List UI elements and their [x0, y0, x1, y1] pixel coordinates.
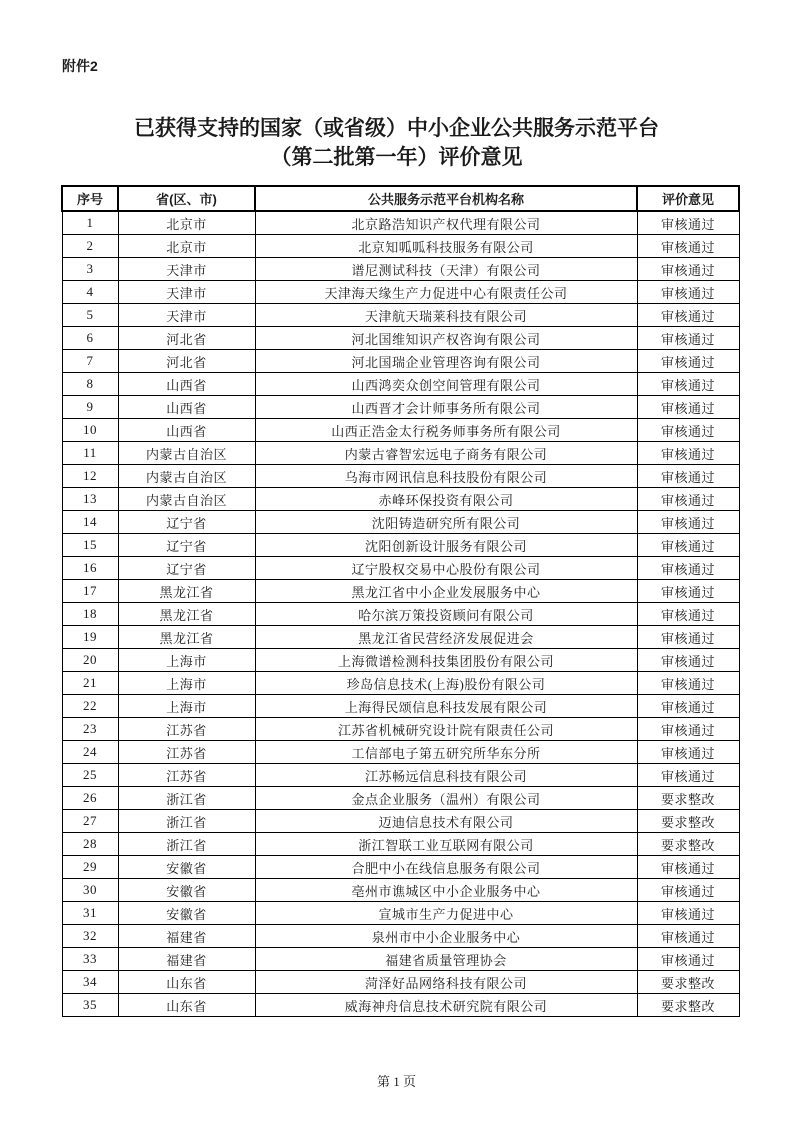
- cell-seq-number: 26: [62, 787, 118, 810]
- cell-province: 安徽省: [118, 856, 255, 879]
- table-row: [62, 350, 739, 373]
- cell-seq-number: 24: [62, 741, 118, 764]
- cell-evaluation: 审核通过: [637, 396, 739, 419]
- cell-org-name: 内蒙古睿智宏远电子商务有限公司: [255, 442, 637, 465]
- table-row: [62, 810, 739, 833]
- cell-evaluation: 审核通过: [637, 211, 739, 235]
- evaluation-table: [61, 185, 740, 1017]
- cell-evaluation: 审核通过: [637, 580, 739, 603]
- table-row: [62, 534, 739, 557]
- cell-org-name: 赤峰环保投资有限公司: [255, 488, 637, 511]
- table-row: [62, 258, 739, 281]
- cell-province: 黑龙江省: [118, 580, 255, 603]
- cell-seq-number: 25: [62, 764, 118, 787]
- cell-org-name: 山西鸿奕众创空间管理有限公司: [255, 373, 637, 396]
- cell-org-name: 黑龙江省中小企业发展服务中心: [255, 580, 637, 603]
- cell-seq-number: 32: [62, 925, 118, 948]
- cell-seq-number: 22: [62, 695, 118, 718]
- cell-seq-number: 13: [62, 488, 118, 511]
- cell-seq-number: 4: [62, 281, 118, 304]
- cell-province: 浙江省: [118, 810, 255, 833]
- cell-evaluation: 审核通过: [637, 764, 739, 787]
- cell-seq-number: 8: [62, 373, 118, 396]
- cell-evaluation: 审核通过: [637, 856, 739, 879]
- cell-province: 河北省: [118, 350, 255, 373]
- cell-org-name: 上海微谱检测科技集团股份有限公司: [255, 649, 637, 672]
- table-row: [62, 304, 739, 327]
- cell-province: 山西省: [118, 419, 255, 442]
- cell-evaluation: 审核通过: [637, 488, 739, 511]
- cell-evaluation: 审核通过: [637, 373, 739, 396]
- cell-org-name: 上海得民颂信息科技发展有限公司: [255, 695, 637, 718]
- table-row: [62, 833, 739, 856]
- table-row: [62, 902, 739, 925]
- header-province: 省(区、市): [118, 186, 255, 211]
- header-org-name: 公共服务示范平台机构名称: [255, 186, 637, 211]
- cell-seq-number: 9: [62, 396, 118, 419]
- table-row: [62, 649, 739, 672]
- table-row: [62, 488, 739, 511]
- cell-org-name: 威海神舟信息技术研究院有限公司: [255, 994, 637, 1017]
- table-row: [62, 718, 739, 741]
- cell-evaluation: 审核通过: [637, 557, 739, 580]
- cell-seq-number: 15: [62, 534, 118, 557]
- cell-province: 内蒙古自治区: [118, 442, 255, 465]
- cell-org-name: 金点企业服务（温州）有限公司: [255, 787, 637, 810]
- table-row: [62, 764, 739, 787]
- table-row: [62, 879, 739, 902]
- cell-evaluation: 审核通过: [637, 304, 739, 327]
- cell-org-name: 天津航天瑞莱科技有限公司: [255, 304, 637, 327]
- cell-province: 山西省: [118, 373, 255, 396]
- cell-evaluation: 审核通过: [637, 419, 739, 442]
- cell-seq-number: 11: [62, 442, 118, 465]
- table-row: [62, 741, 739, 764]
- cell-evaluation: 审核通过: [637, 672, 739, 695]
- cell-org-name: 天津海天缘生产力促进中心有限责任公司: [255, 281, 637, 304]
- cell-org-name: 北京知呱呱科技服务有限公司: [255, 235, 637, 258]
- cell-province: 安徽省: [118, 902, 255, 925]
- cell-seq-number: 27: [62, 810, 118, 833]
- cell-seq-number: 33: [62, 948, 118, 971]
- cell-evaluation: 审核通过: [637, 741, 739, 764]
- cell-seq-number: 18: [62, 603, 118, 626]
- cell-evaluation: 要求整改: [637, 994, 739, 1017]
- cell-evaluation: 审核通过: [637, 534, 739, 557]
- cell-seq-number: 10: [62, 419, 118, 442]
- table-row: [62, 281, 739, 304]
- cell-org-name: 江苏省机械研究设计院有限责任公司: [255, 718, 637, 741]
- cell-province: 浙江省: [118, 787, 255, 810]
- header-evaluation: 评价意见: [637, 186, 739, 211]
- cell-province: 天津市: [118, 304, 255, 327]
- cell-org-name: 黑龙江省民营经济发展促进会: [255, 626, 637, 649]
- cell-org-name: 河北国维知识产权咨询有限公司: [255, 327, 637, 350]
- cell-province: 山东省: [118, 971, 255, 994]
- table-row: [62, 511, 739, 534]
- cell-org-name: 菏泽好品网络科技有限公司: [255, 971, 637, 994]
- cell-evaluation: 审核通过: [637, 350, 739, 373]
- title-line-1: 已获得支持的国家（或省级）中小企业公共服务示范平台: [134, 117, 659, 140]
- table-row: [62, 994, 739, 1017]
- cell-seq-number: 31: [62, 902, 118, 925]
- cell-seq-number: 21: [62, 672, 118, 695]
- cell-evaluation: 审核通过: [637, 442, 739, 465]
- table-row: [62, 396, 739, 419]
- cell-province: 江苏省: [118, 718, 255, 741]
- cell-seq-number: 20: [62, 649, 118, 672]
- cell-province: 浙江省: [118, 833, 255, 856]
- cell-seq-number: 29: [62, 856, 118, 879]
- attachment-label: 附件2: [62, 58, 98, 74]
- cell-org-name: 工信部电子第五研究所华东分所: [255, 741, 637, 764]
- cell-province: 江苏省: [118, 764, 255, 787]
- cell-province: 上海市: [118, 649, 255, 672]
- cell-evaluation: 审核通过: [637, 511, 739, 534]
- table-row: [62, 580, 739, 603]
- cell-evaluation: 要求整改: [637, 787, 739, 810]
- table-row: [62, 603, 739, 626]
- title-line-2: （第二批第一年）评价意见: [270, 146, 523, 169]
- table-row: [62, 211, 739, 235]
- cell-org-name: 谱尼测试科技（天津）有限公司: [255, 258, 637, 281]
- cell-evaluation: 要求整改: [637, 810, 739, 833]
- cell-org-name: 河北国瑞企业管理咨询有限公司: [255, 350, 637, 373]
- table-row: [62, 419, 739, 442]
- cell-org-name: 福建省质量管理协会: [255, 948, 637, 971]
- cell-evaluation: 审核通过: [637, 465, 739, 488]
- cell-org-name: 乌海市网讯信息科技股份有限公司: [255, 465, 637, 488]
- table-row: [62, 856, 739, 879]
- cell-org-name: 亳州市谯城区中小企业服务中心: [255, 879, 637, 902]
- cell-evaluation: 审核通过: [637, 879, 739, 902]
- cell-evaluation: 审核通过: [637, 327, 739, 350]
- cell-province: 上海市: [118, 695, 255, 718]
- cell-seq-number: 19: [62, 626, 118, 649]
- cell-seq-number: 2: [62, 235, 118, 258]
- cell-seq-number: 3: [62, 258, 118, 281]
- cell-evaluation: 审核通过: [637, 649, 739, 672]
- cell-evaluation: 审核通过: [637, 258, 739, 281]
- table-row: [62, 557, 739, 580]
- cell-province: 辽宁省: [118, 534, 255, 557]
- cell-province: 内蒙古自治区: [118, 465, 255, 488]
- table-row: [62, 971, 739, 994]
- table-body: [62, 211, 739, 1017]
- cell-org-name: 山西正浩金太行税务师事务所有限公司: [255, 419, 637, 442]
- cell-province: 安徽省: [118, 879, 255, 902]
- table-row: [62, 465, 739, 488]
- cell-org-name: 迈迪信息技术有限公司: [255, 810, 637, 833]
- table-row: [62, 327, 739, 350]
- cell-evaluation: 审核通过: [637, 902, 739, 925]
- table-row: [62, 235, 739, 258]
- cell-province: 上海市: [118, 672, 255, 695]
- cell-seq-number: 6: [62, 327, 118, 350]
- cell-evaluation: 审核通过: [637, 603, 739, 626]
- cell-province: 江苏省: [118, 741, 255, 764]
- cell-province: 山东省: [118, 994, 255, 1017]
- cell-seq-number: 14: [62, 511, 118, 534]
- cell-evaluation: 审核通过: [637, 626, 739, 649]
- cell-province: 北京市: [118, 235, 255, 258]
- cell-org-name: 江苏畅远信息科技有限公司: [255, 764, 637, 787]
- table-row: [62, 948, 739, 971]
- table-row: [62, 672, 739, 695]
- cell-seq-number: 16: [62, 557, 118, 580]
- cell-org-name: 辽宁股权交易中心股份有限公司: [255, 557, 637, 580]
- cell-evaluation: 审核通过: [637, 235, 739, 258]
- cell-seq-number: 12: [62, 465, 118, 488]
- cell-seq-number: 5: [62, 304, 118, 327]
- cell-seq-number: 35: [62, 994, 118, 1017]
- cell-evaluation: 审核通过: [637, 695, 739, 718]
- table-row: [62, 373, 739, 396]
- cell-seq-number: 30: [62, 879, 118, 902]
- cell-province: 天津市: [118, 281, 255, 304]
- cell-evaluation: 要求整改: [637, 833, 739, 856]
- cell-org-name: 合肥中小在线信息服务有限公司: [255, 856, 637, 879]
- cell-province: 天津市: [118, 258, 255, 281]
- table-row: [62, 925, 739, 948]
- cell-province: 黑龙江省: [118, 626, 255, 649]
- cell-seq-number: 17: [62, 580, 118, 603]
- cell-org-name: 泉州市中小企业服务中心: [255, 925, 637, 948]
- table-row: [62, 695, 739, 718]
- cell-org-name: 沈阳创新设计服务有限公司: [255, 534, 637, 557]
- table-row: [62, 442, 739, 465]
- cell-seq-number: 28: [62, 833, 118, 856]
- cell-org-name: 山西晋才会计师事务所有限公司: [255, 396, 637, 419]
- cell-province: 辽宁省: [118, 557, 255, 580]
- cell-province: 辽宁省: [118, 511, 255, 534]
- cell-province: 内蒙古自治区: [118, 488, 255, 511]
- document-title: [0, 114, 793, 172]
- cell-org-name: 珍岛信息技术(上海)股份有限公司: [255, 672, 637, 695]
- table-header-row: [62, 186, 739, 211]
- cell-seq-number: 34: [62, 971, 118, 994]
- cell-province: 黑龙江省: [118, 603, 255, 626]
- cell-province: 福建省: [118, 948, 255, 971]
- cell-evaluation: 审核通过: [637, 948, 739, 971]
- cell-seq-number: 23: [62, 718, 118, 741]
- header-seq-number: 序号: [62, 186, 118, 211]
- cell-province: 福建省: [118, 925, 255, 948]
- cell-org-name: 哈尔滨万策投资顾问有限公司: [255, 603, 637, 626]
- page-number: 第 1 页: [376, 1074, 416, 1089]
- cell-evaluation: 审核通过: [637, 281, 739, 304]
- cell-org-name: 浙江智联工业互联网有限公司: [255, 833, 637, 856]
- cell-evaluation: 审核通过: [637, 718, 739, 741]
- table-row: [62, 626, 739, 649]
- cell-province: 河北省: [118, 327, 255, 350]
- table-row: [62, 787, 739, 810]
- cell-province: 山西省: [118, 396, 255, 419]
- cell-org-name: 沈阳铸造研究所有限公司: [255, 511, 637, 534]
- cell-seq-number: 7: [62, 350, 118, 373]
- cell-seq-number: 1: [62, 211, 118, 235]
- cell-evaluation: 审核通过: [637, 925, 739, 948]
- cell-evaluation: 要求整改: [637, 971, 739, 994]
- cell-province: 北京市: [118, 211, 255, 235]
- cell-org-name: 宣城市生产力促进中心: [255, 902, 637, 925]
- cell-org-name: 北京路浩知识产权代理有限公司: [255, 211, 637, 235]
